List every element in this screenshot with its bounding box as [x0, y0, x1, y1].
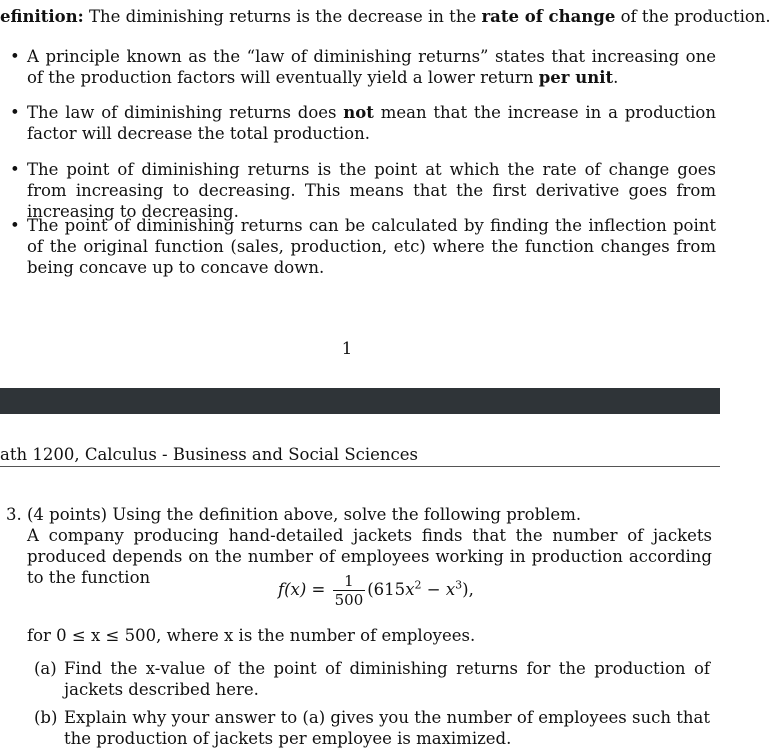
bullet-text-end: mean that the increase in a production factor will decrease the total production. [27, 103, 716, 143]
formula-minus: − [421, 580, 446, 599]
bullet-item [10, 46, 716, 88]
problem-intro: (4 points) Using the definition above, solve the following problem. [27, 505, 582, 524]
formula-var: x [405, 580, 415, 599]
problem-number: 3. [6, 505, 22, 524]
bullet-item [10, 159, 716, 222]
problem-part [34, 658, 710, 700]
bullet-text: The point of diminishing returns can be calculated by finding the inflection point of the original function (sales, production, etc) where the function changes from being concave up to concave down. [27, 216, 716, 277]
bullet-text: The point of diminishing returns is the point at which the rate of change goes from increasing to decreasing. This means that the first derivative goes from increasing to decreasing. [27, 160, 716, 221]
formula-denominator: 500 [334, 591, 364, 609]
formula-exp: 3 [455, 578, 463, 592]
problem-domain: for 0 ≤ x ≤ 500, where x is the number of employees. [27, 626, 476, 645]
part-text: Explain why your answer to (a) gives you the number of employees such that the production of jackets per employee is maximized. [64, 708, 710, 748]
definition-text-a: The diminishing returns is the decrease in the [83, 7, 482, 26]
bullet-dot: • [10, 216, 20, 235]
course-header: ath 1200, Calculus - Business and Social Sciences [0, 445, 419, 464]
part-text: Find the x-value of the point of diminishing returns for the production of jackets described here. [64, 659, 710, 699]
bullet-bold: per unit [538, 68, 614, 87]
definition-line [0, 6, 771, 27]
problem-part [34, 707, 710, 749]
bullet-dot: • [10, 103, 20, 122]
bullet-text: The law of diminishing returns does [27, 103, 344, 122]
bullet-item [10, 102, 716, 144]
header-rule [0, 466, 720, 467]
formula-close: ), [462, 580, 474, 599]
bullet-text-end: . [613, 68, 619, 87]
bullet-dot: • [10, 47, 20, 66]
formula-fraction [333, 572, 366, 609]
formula [278, 572, 474, 609]
page-number: 1 [341, 339, 353, 358]
definition-text-b: of the production. [615, 7, 771, 26]
formula-numerator: 1 [333, 572, 366, 591]
formula-rhs: (615 [367, 580, 406, 599]
bullet-dot: • [10, 160, 20, 179]
definition-label: efinition: [0, 7, 84, 26]
page-divider [0, 388, 720, 414]
bullet-item [10, 215, 716, 278]
bullet-text: A principle known as the “law of diminishing returns” states that increasing one of the production factors will eventually yield a lower return [27, 47, 716, 87]
formula-var: x [445, 580, 456, 599]
formula-lhs: f(x) = [278, 580, 326, 599]
part-label: (b) [34, 708, 58, 727]
part-label: (a) [34, 659, 57, 678]
formula-exp: 2 [414, 578, 422, 592]
definition-bold: rate of change [481, 7, 616, 26]
bullet-bold: not [343, 103, 374, 122]
problem-body: A company producing hand-detailed jackets finds that the number of jackets produced depends on the number of employees working in production according to the function [27, 526, 712, 587]
